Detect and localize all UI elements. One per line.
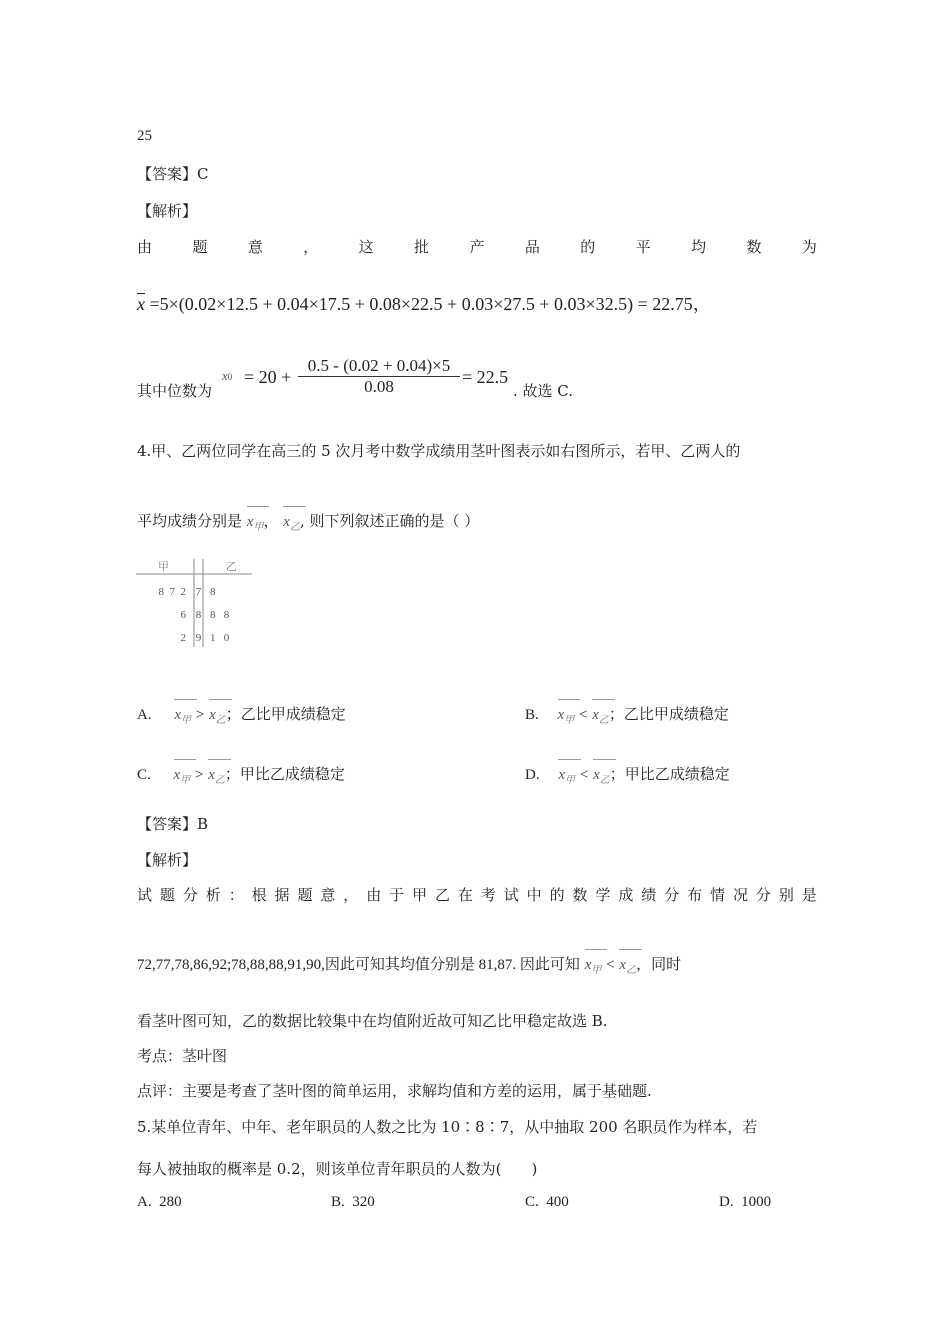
q4-option-a[interactable]: A. $x_甲 > x_乙$；乙比甲成绩稳定 — [137, 705, 346, 726]
q5-stem-line1: 5.某单位青年、中年、老年职员的人数之比为 10∶8∶7，从中抽取 200 名职员作为样本，若 — [137, 1118, 758, 1136]
mean-var: $\overline{x}$ — [137, 294, 145, 314]
mean-sentence-char: 平 — [635, 238, 651, 256]
analysis-char: 分 — [664, 886, 680, 904]
q4-stem-line2: 平均成绩分别是 $x_甲$， $x_乙$, 则下列叙述正确的是（ ） — [137, 512, 480, 533]
analysis-char: 况 — [732, 886, 748, 904]
median-lhs: = 20 + — [244, 367, 292, 387]
analysis-char: 情 — [710, 886, 726, 904]
analysis-char: 中 — [526, 886, 542, 904]
stem-row3-left: 2 — [180, 632, 186, 644]
prev-answer: 【答案】C — [137, 165, 209, 183]
mean-sentence-char: 批 — [414, 238, 430, 256]
analysis-char: 甲 — [412, 886, 428, 904]
stem-row1-stem: 7 — [195, 586, 202, 598]
analysis-char: 绩 — [641, 886, 657, 904]
mean-sentence-char: 产 — [469, 238, 485, 256]
analysis-char: ， — [343, 886, 359, 904]
q4-stem-line1: 4.甲、乙两位同学在高三的 5 次月考中数学成绩用茎叶图表示如右图所示，若甲、乙两人的 — [137, 442, 741, 460]
prev-option-text: 25 — [137, 128, 152, 144]
q5-option-c[interactable]: C. 400 — [525, 1194, 569, 1210]
analysis-char: 据 — [274, 886, 290, 904]
stem-header-yi: 乙 — [226, 560, 237, 573]
q5-option-d[interactable]: D. 1000 — [719, 1194, 772, 1210]
mean-sentence-char: 均 — [691, 238, 707, 256]
mean-sentence-char: 这 — [358, 238, 374, 256]
q5-stem-line2: 每人被抽取的概率是 0.2，则该单位青年职员的人数为( ) — [137, 1160, 538, 1178]
median-numerator: 0.5 - (0.02 + 0.04)×5 — [298, 356, 460, 377]
analysis-char: 分 — [182, 886, 198, 904]
stem-row3-right: 1 0 — [210, 632, 230, 644]
median-rhs: = 22.5 — [462, 367, 509, 387]
analysis-char: 考 — [480, 886, 496, 904]
stem-leaf-plot — [136, 557, 256, 653]
analysis-char: 在 — [457, 886, 473, 904]
analysis-char: 布 — [687, 886, 703, 904]
analysis-char: 析 — [205, 886, 221, 904]
q4-analysis-line1 — [137, 884, 817, 905]
stem-row2-left: 6 — [180, 609, 186, 621]
stem-row1-left: 8 7 2 — [158, 586, 186, 598]
analysis-char: 学 — [595, 886, 611, 904]
q4-option-b[interactable]: B. $x_甲 < x_乙$；乙比甲成绩稳定 — [525, 705, 729, 726]
analysis-char: 数 — [572, 886, 588, 904]
mean-expression: =5×(0.02×12.5 + 0.04×17.5 + 0.08×22.5 + 0.03×27.5 + 0.03×32.5) = 22.75 — [149, 294, 693, 314]
analysis-char: 乙 — [434, 886, 450, 904]
mean-sentence-char: 题 — [192, 238, 208, 256]
analysis-char: 意 — [320, 886, 336, 904]
q5-option-b[interactable]: B. 320 — [331, 1194, 375, 1210]
analysis-char: ： — [228, 886, 244, 904]
analysis-char: 是 — [801, 886, 817, 904]
mean-sentence-char: 为 — [801, 238, 817, 256]
q4-dianping: 点评：主要是考查了茎叶图的简单运用，求解均值和方差的运用，属于基础题. — [137, 1082, 652, 1100]
q4-option-d[interactable]: D. $x_甲 < x_乙$；甲比乙成绩稳定 — [525, 765, 730, 786]
analysis-char: 题 — [159, 886, 175, 904]
analysis-char: 题 — [297, 886, 313, 904]
mean-sentence-char: 数 — [746, 238, 762, 256]
median-fraction — [298, 356, 460, 397]
mean-sentence-char: ， — [303, 238, 319, 256]
mean-sentence-char: 的 — [580, 238, 596, 256]
q4-kaodian: 考点：茎叶图 — [137, 1047, 228, 1065]
q4-option-c[interactable]: C. $x_甲 > x_乙$；甲比乙成绩稳定 — [137, 765, 345, 786]
mean-sentence-char: 由 — [137, 238, 153, 256]
stem-row2-stem: 8 — [195, 609, 202, 621]
stem-row3-stem: 9 — [195, 632, 202, 644]
q4-analysis-line3: 看茎叶图可知，乙的数据比较集中在均值附近故可知乙比甲稳定故选 B. — [137, 1012, 608, 1030]
analysis-char: 别 — [778, 886, 794, 904]
median-suffix: . 故选 C. — [513, 382, 574, 400]
mean-sentence — [137, 236, 817, 257]
mean-formula — [137, 290, 711, 316]
analysis-char: 分 — [755, 886, 771, 904]
x-yi-symbol: $x_乙$ — [283, 514, 300, 533]
mean-tail: ， — [692, 294, 711, 314]
analysis-char: 试 — [503, 886, 519, 904]
mean-sentence-char: 意 — [247, 238, 263, 256]
stem-row2-right: 8 8 — [210, 609, 230, 621]
analysis-char: 成 — [618, 886, 634, 904]
stem-header-jia: 甲 — [158, 560, 169, 573]
q4-answer: 【答案】B — [137, 815, 209, 833]
analysis-char: 根 — [251, 886, 267, 904]
analysis-char: 于 — [389, 886, 405, 904]
q4-analysis-label: 【解析】 — [137, 851, 198, 869]
x-jia-symbol: $x_甲$ — [246, 514, 264, 533]
stem-row1-right: 8 — [210, 586, 216, 598]
analysis-char: 的 — [549, 886, 565, 904]
median-denominator: 0.08 — [364, 377, 394, 396]
q5-option-a[interactable]: A. 280 — [137, 1194, 182, 1210]
analysis-label: 【解析】 — [137, 202, 198, 220]
mean-sentence-char: 品 — [524, 238, 540, 256]
analysis-char: 由 — [366, 886, 382, 904]
q4-analysis-line2: 72,77,78,86,92;78,88,88,91,90,因此可知其均值分别是 81,87. 因此可知 $x_甲 < x_乙$，同时 — [137, 955, 682, 976]
analysis-char: 试 — [137, 886, 153, 904]
median-prefix: 其中位数为 — [137, 382, 213, 400]
median-var: x0 — [222, 368, 233, 383]
